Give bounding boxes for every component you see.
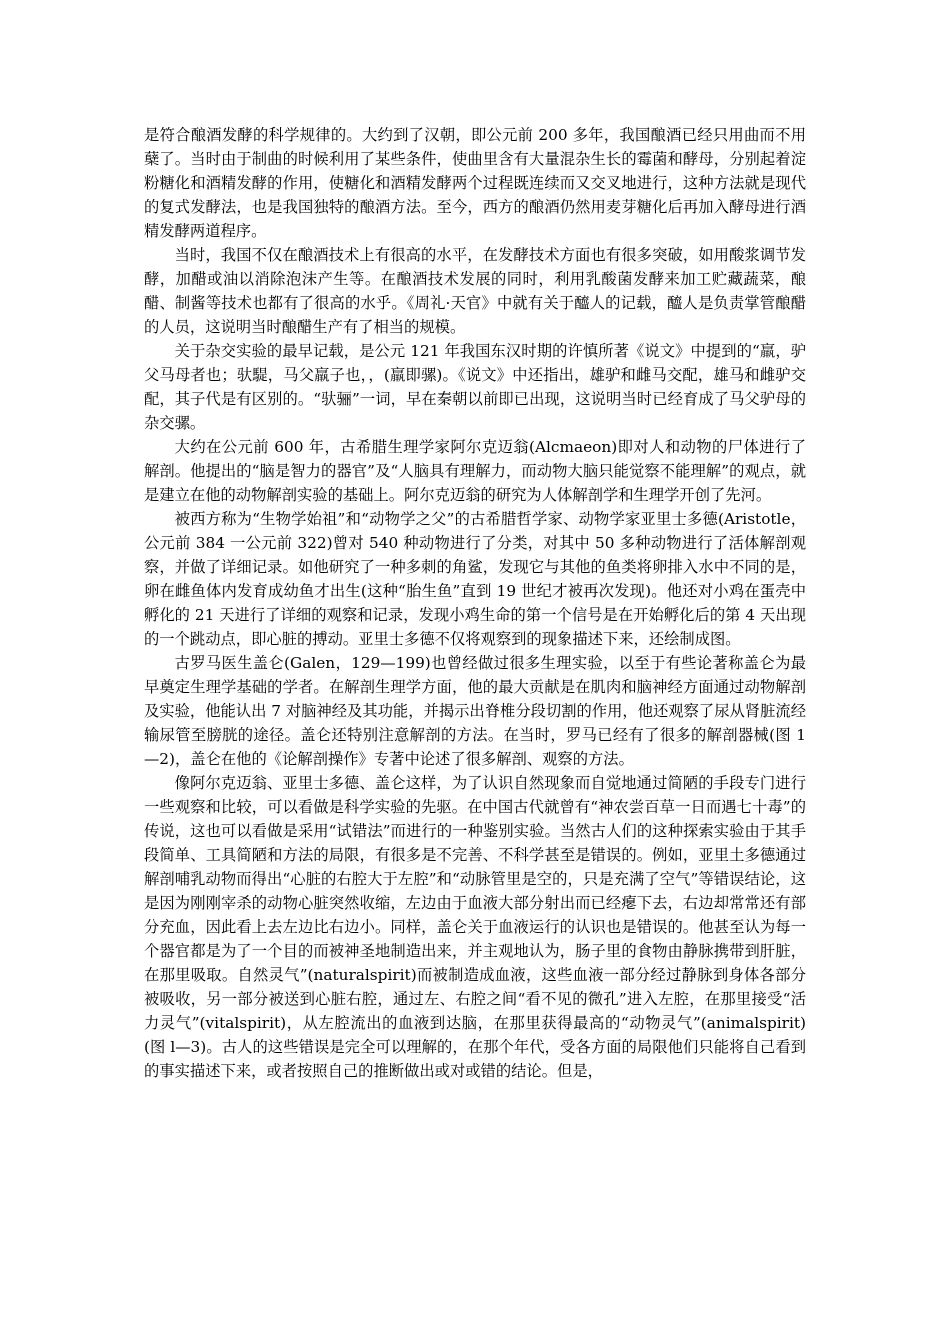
paragraph-7: 像阿尔克迈翁、亚里士多德、盖仑这样，为了认识自然现象而自觉地通过简陋的手段专门进行一些观察和比较，可以看做是科学实验的先驱。在中国古代就曾有“神农尝百草一日而遇七十毒”的传说，这也可以看做是采用“试错法”而进行的一种鉴别实验。当然古人们的这种探索实验由于其手段简单、工具简陋和方法的局限，有很多是不完善、不科学甚至是错误的。例如，亚里土多德通过解剖哺乳动物而得出“心脏的右腔大于左腔”和“动脉管里是空的，只是充满了空气”等错误结论，这是因为刚刚宰杀的动物心脏突然收缩，左边由于血液大部分射出而已经瘪下去，右边却常常还有部分充血，因此看上去左边比右边小。同样，盖仑关于血液运行的认识也是错误的。他甚至认为每一个器官都是为了一个目的而被神圣地制造出来，并主观地认为，肠子里的食物由静脉携带到肝脏，在那里吸取。自然灵气”(naturalspirit)而被制造成血液，这些血液一部分经过静脉到身体各部分被吸收，另一部分被送到心脏右腔，通过左、右腔之间“看不见的微孔”进入左腔，在那里接受“活力灵气”(vitalspirit)，从左腔流出的血液到达脑，在那里获得最高的“动物灵气”(animalspirit)(图 l—3)。古人的这些错误是完全可以理解的，在那个年代，受各方面的局限他们只能将自己看到的事实描述下来，或者按照自己的推断做出或对或错的结论。但是， bbox=[144, 774, 806, 1080]
paragraph-4: 大约在公元前 600 年，古希腊生理学家阿尔克迈翁(Alcmaeon)即对人和动物的尸体进行了解剖。他提出的“脑是智力的器官”及“人脑具有理解力，而动物大脑只能觉察不能理解”的观点，就是建立在他的动物解剖实验的基础上。阿尔克迈翁的研究为人体解剖学和生理学开创了先河。 bbox=[144, 438, 806, 504]
paragraph-1: 是符合酿酒发酵的科学规律的。大约到了汉朝，即公元前 200 多年，我国酿酒已经只用曲而不用蘖了。当时由于制曲的时候利用了某些条件，使曲里含有大量混杂生长的霉菌和酵母，分别起着淀粉糖化和酒精发酵的作用，使糖化和酒精发酵两个过程既连续而又交叉地进行，这种方法就是现代的复式发酵法，也是我国独特的酿酒方法。至今，西方的酿酒仍然用麦芽糖化后再加入酵母进行酒精发酵两道程序。 bbox=[144, 126, 806, 240]
document-body bbox=[144, 123, 806, 1083]
paragraph-3: 关于杂交实验的最早记载，是公元 121 年我国东汉时期的许慎所著《说文》中提到的“羸，驴父马母者也；驮騠，马父羸子也，，(羸即骡)。《说文》中还指出，雄驴和雌马交配，雄马和雌驴交配，其子代是有区别的。“驮骊”一词，早在秦朝以前即已出现，这说明当时已经育成了马父驴母的杂交骡。 bbox=[144, 342, 806, 432]
paragraph-6: 古罗马医生盖仑(Galen，129—199)也曾经做过很多生理实验，以至于有些论著称盖仑为最早奠定生理学基础的学者。在解剖生理学方面，他的最大贡献是在肌肉和脑神经方面通过动物解剖及实验，他能认出 7 对脑神经及其功能，并揭示出脊椎分段切割的作用，他还观察了尿从肾脏流经输尿管至膀胱的途径。盖仑还特别注意解剖的方法。在当时，罗马已经有了很多的解剖器械(图 1—2)，盖仑在他的《论解剖操作》专著中论述了很多解剖、观察的方法。 bbox=[144, 654, 806, 768]
paragraph-2: 当时，我国不仅在酿酒技术上有很高的水平，在发酵技术方面也有很多突破，如用酸浆调节发酵，加醋或油以消除泡沫产生等。在酿酒技术发展的同时，利用乳酸菌发酵来加工贮藏蔬菜，酿醋、制酱等技术也都有了很高的水乎。《周礼·天官》中就有关于醯人的记载，醯人是负责掌管酿醋的人员，这说明当时酿醋生产有了相当的规模。 bbox=[144, 246, 806, 336]
paragraph-5: 被西方称为“生物学始祖”和“动物学之父”的古希腊哲学家、动物学家亚里士多德(Aristotle，公元前 384 一公元前 322)曾对 540 种动物进行了分类，对其中 50 多种动物进行了活体解剖观察，并做了详细记录。如他研究了一种多刺的角鲨，发现它与其他的鱼类将卵排入水中不同的是，卵在雌鱼体内发育成幼鱼才出生(这种“胎生鱼”直到 19 世纪才被再次发现)。他还对小鸡在蛋壳中孵化的 21 天进行了详细的观察和记录，发现小鸡生命的第一个信号是在开始孵化后的第 4 天出现的一个跳动点，即心脏的搏动。亚里士多德不仅将观察到的现象描述下来，还绘制成图。 bbox=[144, 510, 806, 648]
